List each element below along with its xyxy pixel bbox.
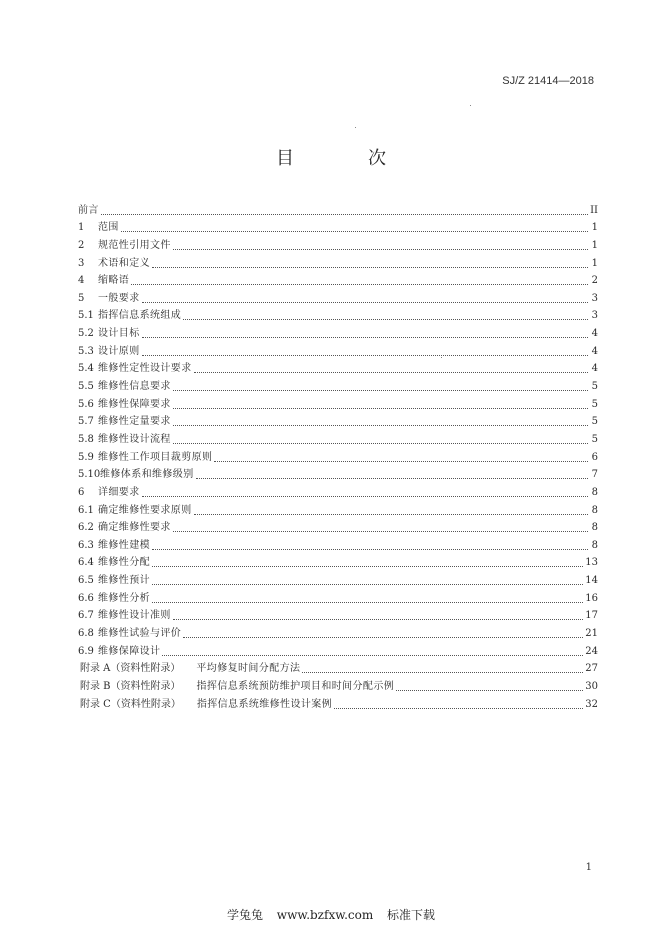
toc-entry-number: 附录 A（资料性附录） <box>80 663 181 675</box>
toc-leader-dots <box>152 584 583 585</box>
toc-entry-label: 维修性保障要求 <box>98 398 171 410</box>
toc-entry[interactable] <box>78 693 598 711</box>
footer-tagline: 标准下载 <box>387 908 436 922</box>
toc-entry-number: 5.6 <box>78 398 94 410</box>
toc-entry-label: 范围 <box>98 222 119 234</box>
toc-leader-dots <box>173 249 588 250</box>
toc-entry-label: 设计目标 <box>98 328 140 340</box>
toc-entry-number: 5.4 <box>78 363 94 375</box>
toc-entry-label: 前言 <box>78 204 99 216</box>
toc-entry-page: 5 <box>591 433 598 445</box>
toc-entry-page: 5 <box>591 416 598 428</box>
toc-leader-dots <box>152 267 588 268</box>
standard-code: SJ/Z 21414—2018 <box>502 75 594 87</box>
toc-entry[interactable] <box>78 305 598 323</box>
toc-entry-label: 维修性分析 <box>98 592 150 604</box>
toc-entry-page: 8 <box>591 522 598 534</box>
toc-entry-page: 4 <box>591 345 598 357</box>
toc-entry-number: 6.7 <box>78 610 94 622</box>
toc-leader-dots <box>194 372 588 373</box>
toc-entry-page: 1 <box>591 239 598 251</box>
toc-leader-dots <box>142 496 588 497</box>
toc-entry-label: 缩略语 <box>98 275 130 287</box>
toc-entry[interactable] <box>78 517 598 535</box>
toc-entry-label: 维修性分配 <box>98 557 150 569</box>
toc-leader-dots <box>162 655 583 656</box>
toc-leader-dots <box>194 514 588 515</box>
toc-entry-page: 21 <box>585 628 598 640</box>
toc-entry-label: 设计原则 <box>98 345 140 357</box>
toc-leader-dots <box>396 690 583 691</box>
toc-entry[interactable] <box>78 217 598 235</box>
toc-entry[interactable] <box>78 252 598 270</box>
toc-entry-number: 2 <box>78 239 85 251</box>
toc-entry[interactable] <box>78 658 598 676</box>
toc-entry[interactable] <box>78 270 598 288</box>
toc-leader-dots <box>152 566 583 567</box>
toc-entry[interactable] <box>78 552 598 570</box>
toc-entry-page: 8 <box>591 539 598 551</box>
toc-entry-number: 6.8 <box>78 628 94 640</box>
footer <box>0 906 662 923</box>
toc-entry[interactable] <box>78 499 598 517</box>
toc-entry-label: 术语和定义 <box>98 257 150 269</box>
footer-url[interactable]: www.bzfxw.com <box>276 908 374 922</box>
toc-entry-label: 维修性设计准则 <box>98 610 171 622</box>
toc-entry-page: 5 <box>591 398 598 410</box>
toc-entry-number: 附录 C（资料性附录） <box>80 698 181 710</box>
toc-entry-number: 5.8 <box>78 433 94 445</box>
toc-entry-page: 3 <box>591 310 598 322</box>
toc-leader-dots <box>173 619 583 620</box>
toc-entry-number: 6.2 <box>78 522 94 534</box>
toc-entry-number: 5.5 <box>78 381 94 393</box>
toc-entry[interactable] <box>78 393 598 411</box>
toc-entry-number: 6.9 <box>78 645 94 657</box>
toc-entry-label: 维修性定量要求 <box>98 416 171 428</box>
toc-leader-dots <box>196 478 588 479</box>
toc-entry-label: 确定维修性要求 <box>98 522 171 534</box>
toc-entry-page: 1 <box>591 257 598 269</box>
toc-entry[interactable] <box>78 340 598 358</box>
toc-entry-label: 维修性预计 <box>98 575 150 587</box>
toc-entry-label: 一般要求 <box>98 292 140 304</box>
toc-leader-dots <box>302 672 583 673</box>
toc-entry[interactable] <box>78 534 598 552</box>
toc-leader-dots <box>101 214 588 215</box>
toc-entry-page: 6 <box>591 451 598 463</box>
toc-entry-page: II <box>590 204 598 216</box>
toc-entry-page: 7 <box>591 469 598 481</box>
toc-leader-dots <box>214 461 588 462</box>
toc-entry-label: 维修性信息要求 <box>98 381 171 393</box>
toc-entry-number: 附录 B（资料性附录） <box>80 680 181 692</box>
toc-entry-number: 3 <box>78 257 85 269</box>
toc-entry-label: 维修性工作项目裁剪原则 <box>98 451 213 463</box>
toc-entry-label: 维修性定性设计要求 <box>98 363 192 375</box>
toc-entry[interactable] <box>78 569 598 587</box>
toc-leader-dots <box>183 319 588 320</box>
toc-entry[interactable] <box>78 605 598 623</box>
toc-leader-dots <box>152 602 583 603</box>
toc-entry-number: 5 <box>78 292 85 304</box>
toc-entry-label: 确定维修性要求原则 <box>98 504 192 516</box>
toc-entry-label: 指挥信息系统组成 <box>98 310 182 322</box>
toc-entry-label: 平均修复时间分配方法 <box>196 663 301 675</box>
toc-leader-dots <box>142 355 588 356</box>
toc-leader-dots <box>334 708 583 709</box>
toc-entry-page: 13 <box>585 557 598 569</box>
toc-leader-dots <box>173 390 588 391</box>
toc-entry-number: 5.9 <box>78 451 94 463</box>
toc-entry[interactable] <box>78 640 598 658</box>
toc-entry-page: 4 <box>591 328 598 340</box>
table-of-contents <box>78 199 598 711</box>
toc-entry[interactable] <box>78 411 598 429</box>
toc-entry-number: 6.6 <box>78 592 94 604</box>
toc-leader-dots <box>121 231 588 232</box>
toc-entry-page: 14 <box>585 575 598 587</box>
toc-entry-page: 4 <box>591 363 598 375</box>
toc-entry-number: 6.5 <box>78 575 94 587</box>
toc-entry-label: 规范性引用文件 <box>98 239 171 251</box>
scan-speck <box>441 357 442 358</box>
page-number: 1 <box>585 862 592 873</box>
toc-entry-page: 24 <box>585 645 598 657</box>
toc-entry[interactable] <box>78 675 598 693</box>
toc-entry[interactable] <box>78 446 598 464</box>
toc-entry-number: 5.3 <box>78 345 94 357</box>
toc-entry[interactable] <box>78 622 598 640</box>
toc-entry[interactable] <box>78 322 598 340</box>
toc-entry-label: 维修保障设计 <box>98 645 161 657</box>
toc-entry-label: 维修性设计流程 <box>98 433 171 445</box>
toc-entry[interactable] <box>78 464 598 482</box>
scan-speck <box>355 127 356 128</box>
toc-leader-dots <box>173 425 588 426</box>
toc-entry-page: 5 <box>591 381 598 393</box>
toc-entry-number: 6.4 <box>78 557 94 569</box>
toc-entry[interactable] <box>78 587 598 605</box>
toc-entry[interactable] <box>78 428 598 446</box>
toc-entry-number: 5.10 <box>78 469 101 481</box>
toc-entry-number: 1 <box>78 222 85 234</box>
page-title: 目 次 <box>276 148 414 169</box>
toc-entry-page: 30 <box>585 680 598 692</box>
toc-entry[interactable] <box>78 287 598 305</box>
toc-entry-number: 5.7 <box>78 416 94 428</box>
toc-entry-number: 5.2 <box>78 328 94 340</box>
toc-entry-page: 8 <box>591 504 598 516</box>
toc-entry-page: 16 <box>585 592 598 604</box>
toc-entry-label: 维修体系和维修级别 <box>100 469 194 481</box>
toc-leader-dots <box>142 337 588 338</box>
toc-entry-page: 27 <box>585 663 598 675</box>
toc-entry[interactable] <box>78 358 598 376</box>
toc-leader-dots <box>131 284 588 285</box>
toc-entry-page: 17 <box>585 610 598 622</box>
toc-entry-label: 详细要求 <box>98 486 140 498</box>
toc-entry-label: 指挥信息系统预防维护项目和时间分配示例 <box>196 680 395 692</box>
toc-entry-page: 8 <box>591 486 598 498</box>
toc-entry-number: 5.1 <box>78 310 94 322</box>
toc-entry-page: 32 <box>585 698 598 710</box>
toc-entry-label: 指挥信息系统维修性设计案例 <box>196 698 333 710</box>
toc-entry[interactable] <box>78 481 598 499</box>
toc-entry-number: 4 <box>78 275 85 287</box>
footer-site-name: 学兔兔 <box>226 908 263 922</box>
toc-entry-number: 6.3 <box>78 539 94 551</box>
toc-entry-label: 维修性试验与评价 <box>98 628 182 640</box>
toc-leader-dots <box>183 637 583 638</box>
toc-entry-page: 3 <box>591 292 598 304</box>
toc-entry-page: 1 <box>591 222 598 234</box>
toc-leader-dots <box>173 531 588 532</box>
scan-speck <box>470 105 471 106</box>
toc-leader-dots <box>152 549 588 550</box>
toc-leader-dots <box>173 443 588 444</box>
toc-entry[interactable] <box>78 234 598 252</box>
toc-entry-number: 6 <box>78 486 85 498</box>
toc-entry-page: 2 <box>591 275 598 287</box>
toc-entry-number: 6.1 <box>78 504 94 516</box>
toc-entry[interactable] <box>78 375 598 393</box>
toc-leader-dots <box>173 408 588 409</box>
toc-entry[interactable] <box>78 199 598 217</box>
toc-entry-label: 维修性建模 <box>98 539 150 551</box>
toc-leader-dots <box>142 302 588 303</box>
